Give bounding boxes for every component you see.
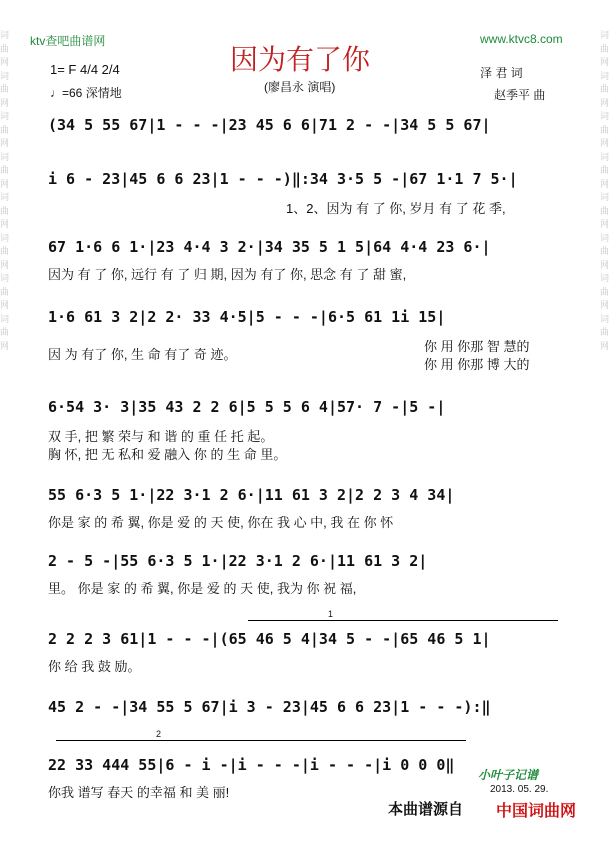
volta-bracket-1 bbox=[248, 609, 558, 621]
transcription-date: 2013. 05. 29. bbox=[490, 784, 549, 795]
lyricist-credit: 泽 君 词 bbox=[480, 66, 523, 80]
composer-credit: 赵季平 曲 bbox=[494, 88, 546, 102]
source-label: 本曲谱源自 bbox=[388, 801, 464, 818]
lyrics-row-8: 你 给 我 鼓 励。 bbox=[48, 659, 141, 674]
site-url-right: www.ktvc8.com bbox=[480, 32, 563, 46]
notation-row-2: i 6 - 23|45 6 6 23|1 - - -)‖:34 3·5 5 -|67 1·1 7 5·| bbox=[48, 170, 518, 188]
left-watermark: 词曲网词曲网词曲网词曲网词曲网词曲网词曲网词曲网 bbox=[0, 31, 10, 352]
key-signature: 1= F 4/4 2/4 bbox=[50, 62, 120, 77]
lyrics-row-5-verse2: 胸 怀, 把 无 私和 爱 融入 你 的 生 命 里。 bbox=[48, 447, 287, 462]
notation-row-4: 1·6 61 3 2|2 2· 33 4·5|5 - - -|6·5 61 1i 15| bbox=[48, 308, 446, 326]
notation-row-8: 2 2 2 3 61|1 - - -|(65 46 5 4|34 5 - -|65 46 5 1| bbox=[48, 630, 491, 648]
notation-row-6: 55 6·3 5 1·|22 3·1 2 6·|11 61 3 2|2 2 3 4 34| bbox=[48, 486, 455, 504]
notation-row-3: 67 1·6 6 1·|23 4·4 3 2·|34 35 5 1 5|64 4·4 23 6·| bbox=[48, 238, 491, 256]
source-brand: 中国词曲网 bbox=[496, 803, 577, 820]
lyrics-row-3: 因为 有 了 你, 远行 有 了 归 期, 因为 有了 你, 思念 有 了 甜 蜜, bbox=[48, 267, 407, 282]
site-name-left: ktv查吧曲谱网 bbox=[30, 34, 106, 48]
lyrics-row-2: 1、2、因为 有 了 你, 岁月 有 了 花 季, bbox=[286, 201, 506, 216]
notation-row-5: 6·54 3· 3|35 43 2 2 6|5 5 5 6 4|57· 7 -|5 -| bbox=[48, 398, 446, 416]
singer-credit: (廖昌永 演唱) bbox=[264, 80, 336, 94]
notation-row-7: 2 - 5 -|55 6·3 5 1·|22 3·1 2 6·|11 61 3 2| bbox=[48, 552, 428, 570]
volta-number-1: 1 bbox=[328, 609, 334, 619]
notation-row-1: (34 5 55 67|1 - - -|23 45 6 6|71 2 - -|34 5 5 67| bbox=[48, 116, 491, 134]
volta-number-2: 2 bbox=[156, 729, 162, 739]
lyrics-row-5-verse1: 双 手, 把 繁 荣与 和 谐 的 重 任 托 起。 bbox=[48, 429, 274, 444]
lyrics-row-4-verse2: 你 用 你那 博 大的 bbox=[424, 357, 530, 372]
lyrics-row-10: 你我 谱写 春天 的幸福 和 美 丽! bbox=[48, 785, 230, 800]
right-watermark: 词曲网词曲网词曲网词曲网词曲网词曲网词曲网词曲网 bbox=[600, 31, 610, 352]
lyrics-row-4-verse1: 你 用 你那 智 慧的 bbox=[424, 339, 530, 354]
volta-bracket-2 bbox=[56, 729, 466, 741]
transcriber-signature: 小叶子记谱 bbox=[478, 768, 539, 782]
lyrics-row-7: 里。 你是 家 的 希 翼, 你是 爱 的 天 使, 我为 你 祝 福, bbox=[48, 581, 357, 596]
lyrics-row-4: 因 为 有了 你, 生 命 有了 奇 迹。 bbox=[48, 347, 237, 362]
lyrics-row-6: 你是 家 的 希 翼, 你是 爱 的 天 使, 你在 我 心 中, 我 在 你 怀 bbox=[48, 515, 394, 530]
tempo-marking: ♩=66 深情地 bbox=[50, 86, 122, 100]
notation-row-10: 22 33 444 55|6 - i -|i - - -|i - - -|i 0 0 0‖ bbox=[48, 756, 455, 774]
notation-row-9: 45 2 - -|34 55 5 67|i 3 - 23|45 6 6 23|1 - - -):‖ bbox=[48, 698, 491, 716]
song-title: 因为有了你 bbox=[230, 43, 371, 76]
